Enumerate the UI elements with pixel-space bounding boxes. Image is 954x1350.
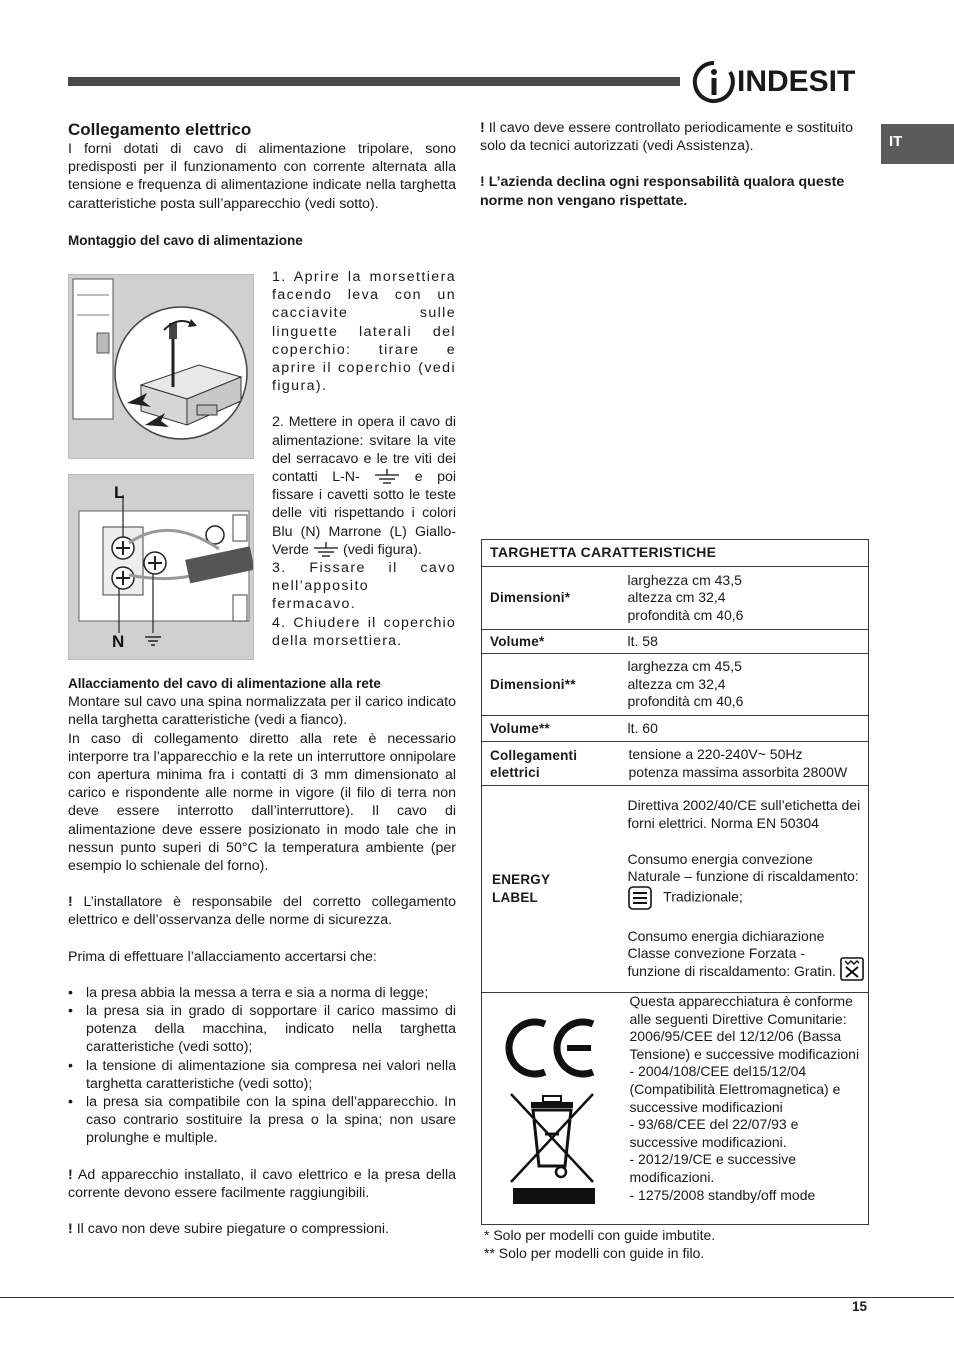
warning-company: ! L’azienda declina ogni responsabilità qualora queste norme non vengano rispettate. xyxy=(480,174,845,209)
terminal-box-illustration xyxy=(69,275,253,458)
table-row-energy: ENERGY LABEL Direttiva 2002/40/CE sull’etichetta dei forni elettrici. Norma EN 50304 Consumo energia convezione Naturale – funzione di riscaldamento: Tradizionale; Consumo energia dichiarazione Classe convezione Forzata - funzione di riscaldamento: Gratin. xyxy=(482,786,869,993)
brand-name: INDESIT xyxy=(737,65,856,98)
oven-gratin-icon xyxy=(840,957,864,981)
table-row: Dimensioni* larghezza cm 43,5 altezza cm 32,4 profondità cm 40,6 xyxy=(482,567,869,630)
page-number: 15 xyxy=(852,1299,868,1314)
warnings-right xyxy=(480,119,868,210)
ground-icon xyxy=(374,469,400,485)
mount-steps xyxy=(272,268,456,650)
list-item: • la presa sia in grado di sopportare il carico massimo di potenza della macchina, indicato nella targhetta caratteristiche (vedi sotto); xyxy=(68,1002,456,1057)
mount-heading: Montaggio del cavo di alimentazione xyxy=(68,233,303,248)
weee-bin-icon xyxy=(511,1094,595,1204)
footnotes xyxy=(484,1227,715,1262)
label-L: L xyxy=(114,483,125,502)
rating-plate-table xyxy=(481,539,869,1225)
table-row: Volume** lt. 60 xyxy=(482,716,869,742)
step-1: 1. Aprire la morsettiera facendo leva con un cacciavite sulle linguette laterali del coperchio: tirare e aprire il coperchio (vedi figura). xyxy=(272,269,456,395)
language-tab: IT xyxy=(881,124,954,164)
table-row: Collegamenti elettrici tensione a 220-240V~ 50Hz potenza massima assorbita 2800W xyxy=(482,742,869,786)
header-bar xyxy=(68,77,680,86)
step-3: 3. Fissare il cavo nell’apposito fermacavo. xyxy=(272,560,456,613)
oven-traditional-icon xyxy=(628,886,652,910)
before-text: Prima di effettuare l’allacciamento accertarsi che: xyxy=(68,948,377,965)
terminal-box-figure xyxy=(68,274,254,459)
table-row: Volume* lt. 58 xyxy=(482,630,869,654)
footnote: * Solo per modelli con guide imbutite. xyxy=(484,1227,716,1243)
ground-icon xyxy=(313,542,339,558)
conn-text-2: In caso di collegamento diretto alla rete è necessario interporre tra l’apparecchio e la rete un interruttore onnipolare con apertura minima fra i contatti di 3 mm dimensionato al carico e rispondente alle norme in vigore (il filo di terra non deve essere interrotto dall’interruttore). Il cavo di alimentazione deve essere posizionato in modo tale che in nessun punto superi di 50°C la temperatura ambiente (per esempio lo schienale del forno). xyxy=(68,730,456,875)
section-title: Collegamento elettrico xyxy=(68,120,252,139)
section-mains-connection xyxy=(68,675,456,1238)
label-N: N xyxy=(112,632,125,651)
indesit-logo xyxy=(692,60,872,104)
list-item: • la presa abbia la messa a terra e sia a norma di legge; xyxy=(68,984,456,1002)
footer-line xyxy=(0,1297,954,1298)
warning-installer: ! L’installatore è responsabile del corretto collegamento elettrico e dell’osservanza delle norme di sicurezza. xyxy=(68,894,456,929)
warning-check: ! Il cavo deve essere controllato periodicamente e sostituito solo da tecnici autorizzati (vedi Assistenza). xyxy=(480,120,854,155)
step-2: 2. Mettere in opera il cavo di alimentazione: svitare la vite del serracavo e le tre viti dei contatti L-N- e poi fissare i cavetti sotto le teste delle viti rispettando i colori Blu (N) Marrone (L) Giallo-Verde (vedi figura). xyxy=(272,414,456,558)
step-4: 4. Chiudere il coperchio della morsettiera. xyxy=(272,614,456,649)
conn-text: Montare sul cavo una spina normalizzata per il carico indicato nella targhetta caratteristiche (vedi a fianco). xyxy=(68,694,456,729)
conn-heading: Allacciamento del cavo di alimentazione alla rete xyxy=(68,676,381,691)
footnote: ** Solo per modelli con guide in filo. xyxy=(484,1244,705,1261)
list-item: • la presa sia compatibile con la spina dell’apparecchio. In caso contrario sostituire la presa o la spina; non usare prolunghe e multiple. xyxy=(68,1093,456,1148)
list-item: • la tensione di alimentazione sia compresa nei valori nella targhetta caratteristiche (vedi sotto); xyxy=(68,1057,456,1093)
table-header: TARGHETTA CARATTERISTICHE xyxy=(482,540,869,567)
checklist xyxy=(68,984,456,1148)
warning-bend: ! Il cavo non deve subire piegature o compressioni. xyxy=(68,1221,389,1238)
table-row-compliance: Questa apparecchiatura è conforme alle seguenti Direttive Comunitarie: 2006/95/CEE del 12/12/06 (Bassa Tensione) e successive modificazioni - 2004/108/CEE del15/12/04 (Compatibilità Elettromagnetica) e successive modificazioni - 93/68/CEE del 22/07/93 e successive modificazioni. - 2012/19/CE e successive modificazioni. - 1275/2008 standby/off mode xyxy=(482,993,869,1225)
logo-i-circle-icon xyxy=(692,60,736,104)
intro-paragraph: I forni dotati di cavo di alimentazione tripolare, sono predisposti per il funzionamento con corrente alternata alla tensione e frequenza di alimentazione indicate nella targhetta caratteristiche posta sull’apparecchio (vedi sotto). xyxy=(68,141,456,212)
ce-mark-icon xyxy=(509,1022,593,1074)
wiring-figure xyxy=(68,474,254,660)
ce-weee-marks xyxy=(501,1006,601,1206)
wiring-illustration xyxy=(69,475,253,659)
warning-reach: ! Ad apparecchio installato, il cavo elettrico e la presa della corrente devono essere facilmente raggiungibili. xyxy=(68,1166,456,1201)
table-row: Dimensioni** larghezza cm 45,5 altezza cm 32,4 profondità cm 40,6 xyxy=(482,654,869,716)
section-electrical-connection xyxy=(68,120,456,213)
